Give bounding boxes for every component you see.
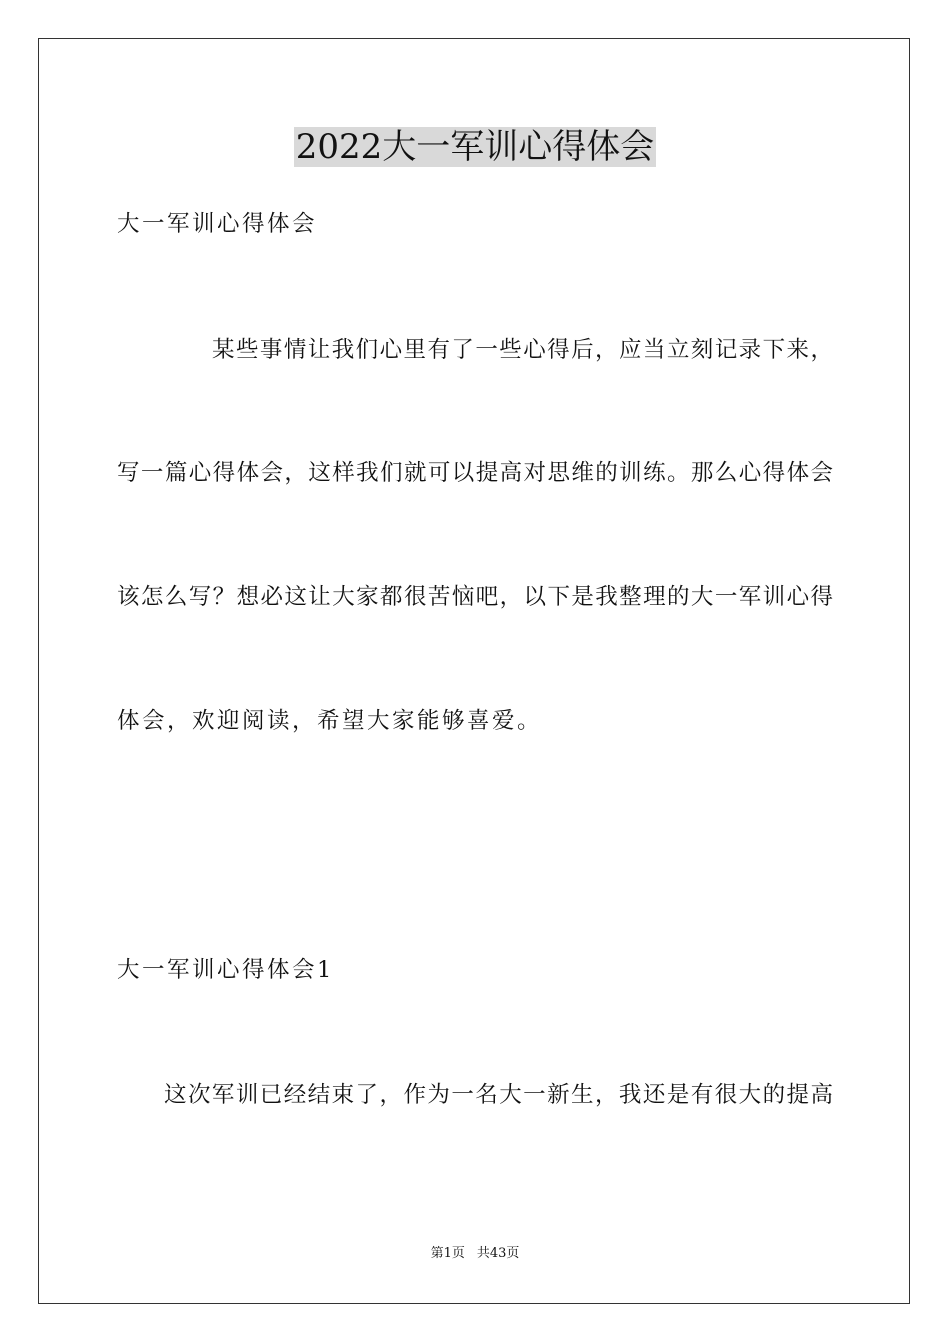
section-heading: 大一军训心得体会1 — [117, 957, 334, 983]
paragraph-line: 该怎么写？想必这让大家都很苦恼吧，以下是我整理的大一军训心得 — [117, 584, 833, 610]
paragraph-line: 某些事情让我们心里有了一些心得后，应当立刻记录下来， — [212, 337, 833, 363]
paragraph-line: 写一篇心得体会，这样我们就可以提高对思维的训练。那么心得体会 — [117, 460, 833, 486]
intro-heading: 大一军训心得体会 — [117, 211, 318, 237]
paragraph-line: 这次军训已经结束了，作为一名大一新生，我还是有很大的提高 — [164, 1082, 833, 1108]
page-footer — [0, 1245, 950, 1263]
document-title-text: 2022大一军训心得体会 — [295, 127, 655, 167]
document-title — [0, 124, 950, 170]
paragraph-line: 体会，欢迎阅读，希望大家能够喜爱。 — [117, 708, 543, 734]
page-total: 共43页 — [476, 1246, 520, 1261]
page-number: 第1页 — [430, 1246, 465, 1261]
